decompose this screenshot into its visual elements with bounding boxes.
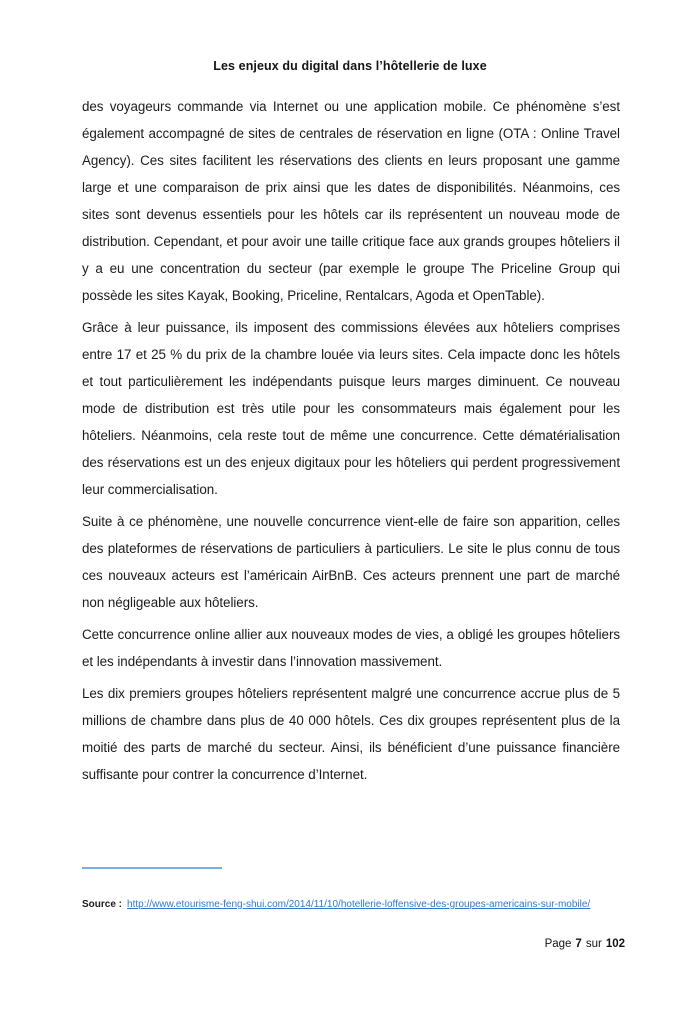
page-number-separator: sur bbox=[585, 938, 602, 950]
document-body bbox=[82, 93, 620, 793]
paragraph-2: Grâce à leur puissance, ils imposent des commissions élevées aux hôteliers comprises entre 17 et 25 % du prix de la chambre louée via leurs sites. Cela impacte donc les hôtels et tout particulièrement les indépendants puisque leurs marges diminuent. Ce nouveau mode de distribution est très utile pour les consommateurs mais également pour les hôteliers. Néanmoins, cela reste tout de même une concurrence. Cette dématérialisation des réservations est un des enjeux digitaux pour les hôteliers qui perdent progressivement leur commercialisation. bbox=[82, 320, 620, 497]
source-label: Source : bbox=[82, 899, 123, 910]
source-link[interactable]: http://www.etourisme-feng-shui.com/2014/11/10/hotellerie-loffensive-des-groupes-americains-sur-mobile/ bbox=[127, 899, 591, 910]
footnote-source bbox=[82, 899, 590, 910]
page-number-current: 7 bbox=[575, 938, 582, 950]
footnote-separator bbox=[82, 867, 222, 869]
paragraph-1: des voyageurs commande via Internet ou une application mobile. Ce phénomène s’est également accompagné de sites de centrales de réservation en ligne (OTA : Online Travel Agency). Ces sites facilitent les réservations des clients en leurs proposant une gamme large et une comparaison de prix ainsi que les dates de disponibilités. Néanmoins, ces sites sont devenus essentiels pour les hôtels car ils représentent un nouveau mode de distribution. Cependant, et pour avoir une taille critique face aux grands groupes hôteliers il y a eu une concentration du secteur (par exemple le groupe The Priceline Group qui possède les sites Kayak, Booking, Priceline, Rentalcars, Agoda et OpenTable). bbox=[82, 99, 620, 303]
page-number bbox=[545, 938, 625, 950]
paragraph-3: Suite à ce phénomène, une nouvelle concurrence vient-elle de faire son apparition, celles des plateformes de réservations de particuliers à particuliers. Le site le plus connu de tous ces nouveaux acteurs est l’américain AirBnB. Ces acteurs prennent une part de marché non négligeable aux hôteliers. bbox=[82, 514, 620, 610]
page-number-label: Page bbox=[544, 938, 572, 950]
paragraph-4: Cette concurrence online allier aux nouveaux modes de vies, a obligé les groupes hôteliers et les indépendants à investir dans l’innovation massivement. bbox=[82, 627, 620, 669]
page-number-total: 102 bbox=[605, 938, 625, 950]
page-title: Les enjeux du digital dans l’hôtellerie de luxe bbox=[213, 59, 487, 73]
paragraph-5: Les dix premiers groupes hôteliers représentent malgré une concurrence accrue plus de 5 millions de chambre dans plus de 40 000 hôtels. Ces dix groupes représentent plus de la moitié des parts de marché du secteur. Ainsi, ils bénéficient d’une puissance financière suffisante pour contrer la concurrence d’Internet. bbox=[82, 686, 620, 782]
